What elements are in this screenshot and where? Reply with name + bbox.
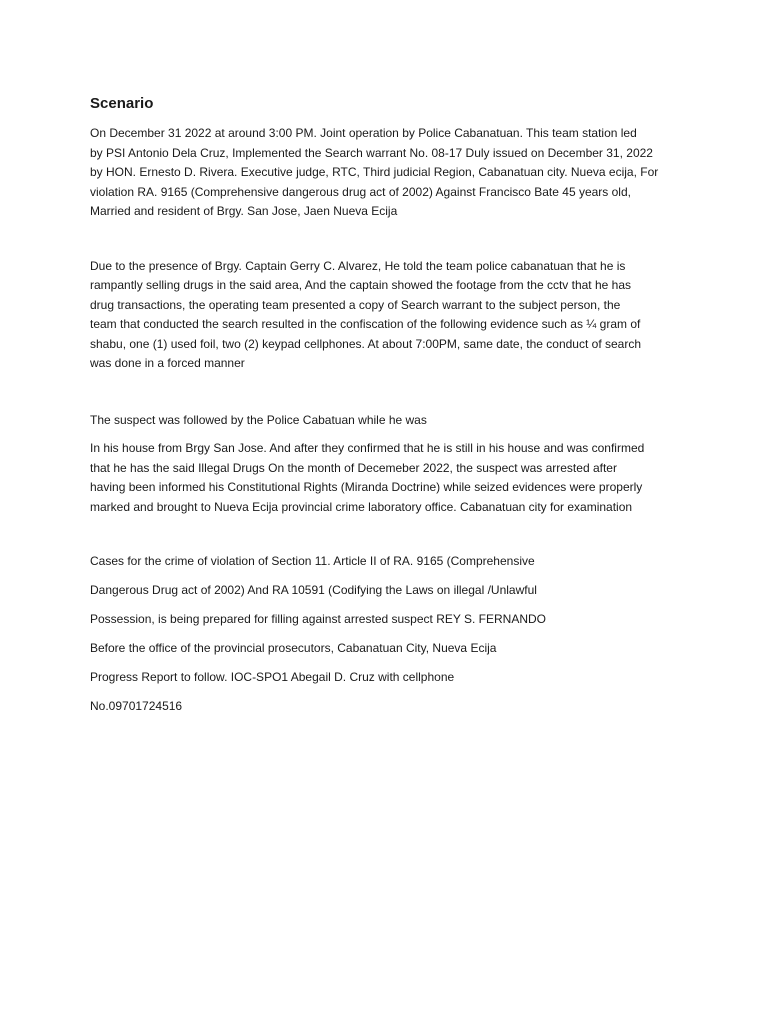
text-line: having been informed his Constitutional Rights (Miranda Doctrine) while seized evidences were properly [90,480,643,494]
text-line: that he has the said Illegal Drugs On the month of Decemeber 2022, the suspect was arrested after [90,460,617,475]
document-page [90,94,690,716]
text-line: marked and brought to Nueva Ecija provincial crime laboratory office. Cabanatuan city for examination [90,499,633,514]
case-line: Progress Report to follow. IOC-SPO1 Abegail D. Cruz with cellphone [90,670,455,684]
text-line: was done in a forced manner [90,356,245,370]
text-line: Married and resident of Brgy. San Jose, Jaen Nueva Ecija [90,204,398,218]
text-line: violation RA. 9165 (Comprehensive dangerous drug act of 2002) Against Francisco Bate 45 years old, [90,184,631,199]
text-line: by PSI Antonio Dela Cruz, Implemented the Search warrant No. 08-17 Duly issued on December 31, 2022 [90,145,653,160]
paragraph-suspect-followed [90,411,690,431]
case-line: No.09701724516 [90,699,183,713]
text-line: rampantly selling drugs in the said area, And the captain showed the footage from the cctv that he has [90,278,631,292]
case-line: Possession, is being prepared for filling against arrested suspect REY S. FERNANDO [90,612,546,626]
text-line: Due to the presence of Brgy. Captain Gerry C. Alvarez, He told the team police cabanatuan that he is [90,258,626,273]
paragraph-arrest [90,439,690,517]
text-line: team that conducted the search resulted in the confiscation of the following evidence such as ¼ gram of [90,317,641,331]
text-line: drug transactions, the operating team presented a copy of Search warrant to the subject person, the [90,297,621,312]
case-line: Before the office of the provincial prosecutors, Cabanatuan City, Nueva Ecija [90,641,497,655]
paragraph-search-warrant [90,124,690,222]
text-line: by HON. Ernesto D. Rivera. Executive judge, RTC, Third judicial Region, Cabanatuan city. Nueva ecija, For [90,165,659,179]
text-line: On December 31 2022 at around 3:00 PM. Joint operation by Police Cabanatuan. This team station led [90,126,637,140]
case-line: Dangerous Drug act of 2002) And RA 10591 (Codifying the Laws on illegal /Unlawful [90,583,537,597]
paragraph-captain-report [90,257,690,374]
case-line: Cases for the crime of violation of Section 11. Article II of RA. 9165 (Comprehensive [90,554,535,568]
text-line: shabu, one (1) used foil, two (2) keypad cellphones. At about 7:00PM, same date, the conduct of search [90,336,641,351]
document-title: Scenario [90,95,154,112]
text-line: In his house from Brgy San Jose. And after they confirmed that he is still in his house and was confirmed [90,441,645,455]
text-line: The suspect was followed by the Police Cabatuan while he was [90,412,427,427]
